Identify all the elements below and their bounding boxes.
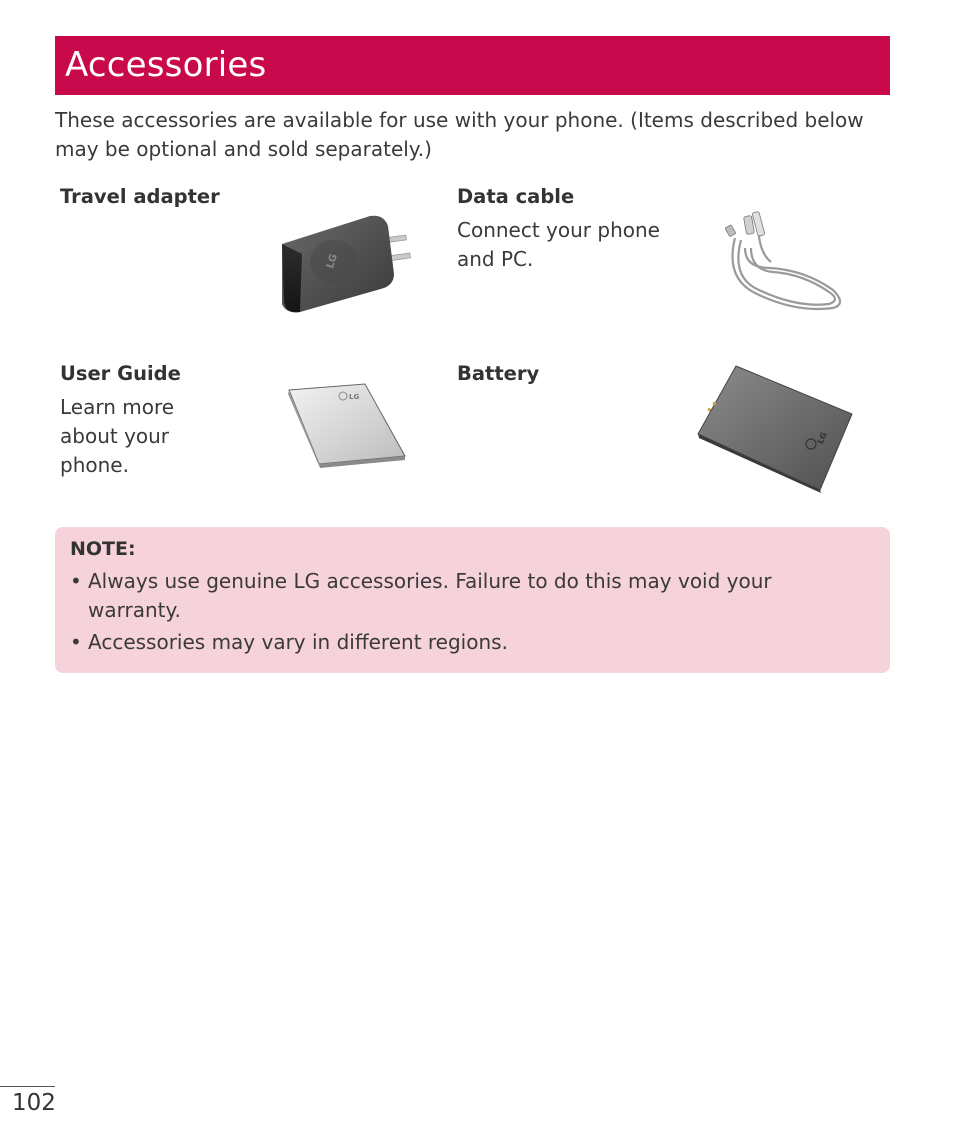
battery-title: Battery xyxy=(457,362,540,385)
user-guide-logo-text: LG xyxy=(349,393,360,401)
travel-adapter-image xyxy=(272,210,422,320)
data-cable-title: Data cable xyxy=(457,185,575,208)
note-item xyxy=(70,567,870,625)
note-item-text: Always use genuine LG accessories. Failure to do this may void your warranty. xyxy=(88,569,772,622)
page-title: Accessories xyxy=(65,45,267,85)
user-guide-title: User Guide xyxy=(60,362,181,385)
note-title: NOTE: xyxy=(70,538,136,560)
data-cable-image xyxy=(715,208,850,320)
note-list xyxy=(70,567,870,660)
bullet-icon: • xyxy=(70,569,82,593)
note-item-text: Accessories may vary in different regions. xyxy=(88,630,508,654)
user-guide-description: Learn more about your phone. xyxy=(60,395,175,477)
adapter-logo-text: LG xyxy=(324,252,340,270)
user-guide-image xyxy=(283,380,408,470)
travel-adapter-title: Travel adapter xyxy=(60,185,220,208)
data-cable-description: Connect your phone and PC. xyxy=(457,218,660,271)
battery-image xyxy=(694,362,856,494)
section-header-bar xyxy=(55,36,890,95)
note-item xyxy=(70,628,870,657)
bullet-icon: • xyxy=(70,630,82,654)
note-box xyxy=(55,527,890,673)
battery-logo-text: LG xyxy=(815,430,829,446)
page-number-rule xyxy=(0,1086,55,1087)
intro-text: These accessories are available for use with your phone. (Items described below may be optional and sold separately.) xyxy=(55,108,864,161)
page-number: 102 xyxy=(12,1090,56,1116)
